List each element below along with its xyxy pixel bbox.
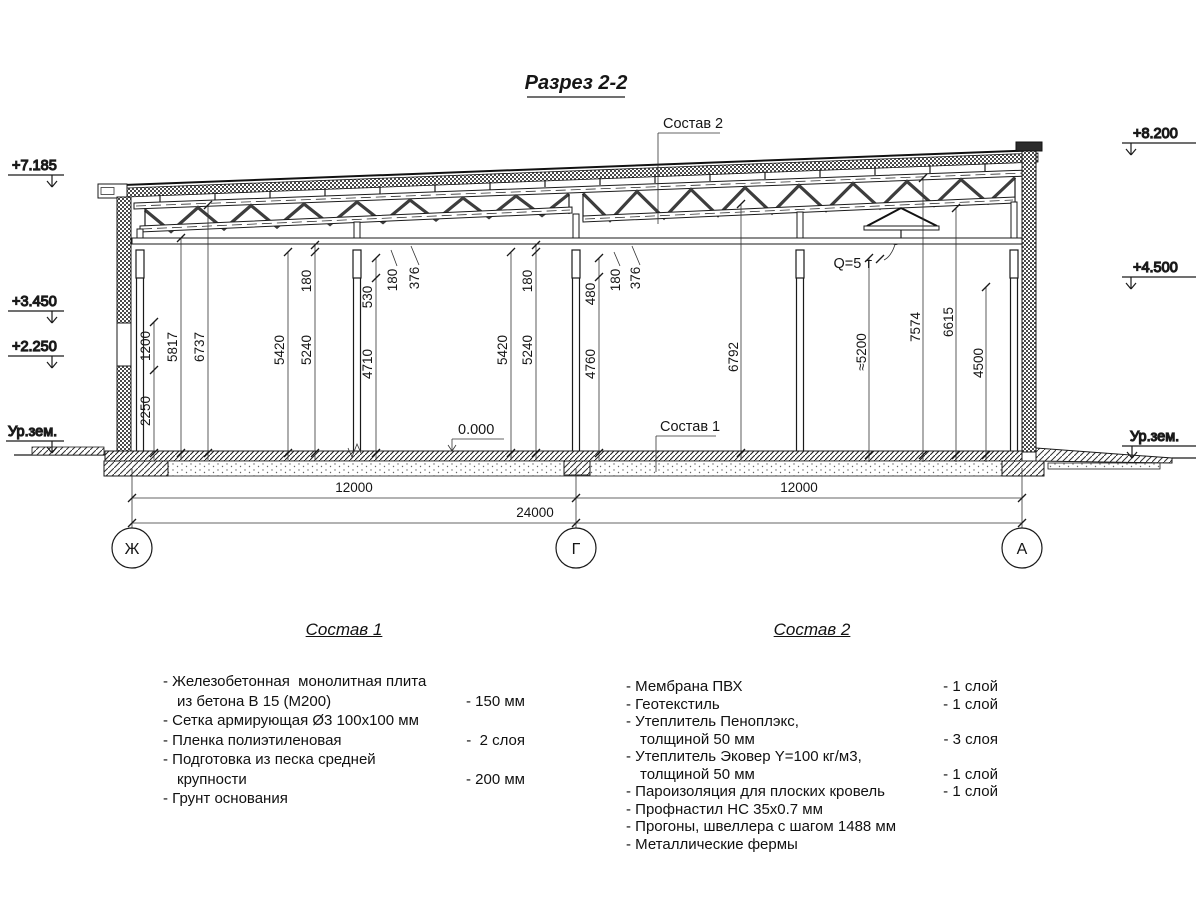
sostav1-heading: Состав 1 <box>305 620 383 639</box>
svg-text:Ур.зем.: Ур.зем. <box>8 424 58 440</box>
dim-530: 530 <box>360 285 375 309</box>
sostav2-heading: Состав 2 <box>773 620 851 639</box>
list-item: - Металлические фермы <box>626 835 798 853</box>
axis-label-g: Г <box>571 541 581 558</box>
dim-480: 480 <box>583 282 598 306</box>
sostav1-list <box>163 620 525 809</box>
svg-text:+4.500: +4.500 <box>1133 260 1178 276</box>
list-item: из бетона В 15 (М200) - 150 мм <box>177 692 525 710</box>
tie-beam <box>132 238 1022 244</box>
list-item: - Геотекстиль - 1 слой <box>626 695 998 713</box>
hoist <box>864 208 939 260</box>
dim-5817: 5817 <box>165 331 180 363</box>
dim-12000-left: 12000 <box>335 480 373 495</box>
list-item: крупности - 200 мм <box>177 770 525 788</box>
svg-text:+3.450: +3.450 <box>12 294 57 310</box>
dim-24000: 24000 <box>516 505 554 520</box>
dim-6792: 6792 <box>726 341 741 373</box>
dim-5420-mid: 5420 <box>495 334 510 366</box>
callout-sostav2: Состав 2 <box>663 116 724 132</box>
foundation-left <box>104 461 168 476</box>
list-item: - Мембрана ПВХ - 1 слой <box>626 678 998 695</box>
list-item: - Грунт основания <box>163 790 288 807</box>
dim-180-a: 180 <box>299 269 314 293</box>
dim-5420-left: 5420 <box>272 334 287 366</box>
elevation-4500 <box>1122 260 1196 289</box>
dim-5240-left: 5240 <box>299 334 314 366</box>
ground-level-right <box>1122 429 1196 458</box>
dim-7574: 7574 <box>908 311 923 343</box>
floor <box>14 444 1196 476</box>
list-item: - Пленка полиэтиленовая - 2 слоя <box>163 731 525 749</box>
dim-2250: 2250 <box>138 395 153 427</box>
list-item: - Железобетонная монолитная плита <box>163 673 427 690</box>
ramp-right <box>1036 448 1172 463</box>
dim-6615: 6615 <box>941 306 956 338</box>
vertical-dim-labels <box>138 267 986 426</box>
elevation-3450 <box>8 294 64 323</box>
floor-slab <box>105 451 1022 461</box>
axis-label-zh: Ж <box>124 541 140 558</box>
right-parapet-cap <box>1016 142 1042 151</box>
blind-area-left <box>32 447 104 455</box>
dim-180-d: 180 <box>608 268 623 292</box>
sostav2-list <box>626 620 998 853</box>
svg-text:+2.250: +2.250 <box>12 339 57 355</box>
dim-5200: ≈5200 <box>854 333 869 371</box>
page-title: Разрез 2-2 <box>524 72 628 94</box>
list-item: - Профнастил НС 35х0.7 мм <box>626 800 823 818</box>
dim-4760: 4760 <box>583 348 598 380</box>
list-item: толщиной 50 мм - 3 слоя <box>640 730 998 748</box>
foundation-middle <box>564 461 590 475</box>
dim-180-c: 180 <box>520 269 535 293</box>
dim-180-b: 180 <box>385 268 400 292</box>
zero-level-label: 0.000 <box>458 422 495 438</box>
axis-label-a: А <box>1016 541 1028 558</box>
list-item: - Утеплитель Пеноплэкс, <box>626 713 799 730</box>
elevation-7185 <box>8 158 64 187</box>
dim-5240-mid: 5240 <box>520 334 535 366</box>
svg-text:Ур.зем.: Ур.зем. <box>1130 429 1180 445</box>
elevation-8200 <box>1122 126 1196 155</box>
foundation-right <box>1002 461 1044 476</box>
dim-6737: 6737 <box>192 331 207 363</box>
list-item: - Утеплитель Эковер Y=100 кг/м3, <box>626 748 862 765</box>
elevation-2250 <box>8 339 64 368</box>
dim-376-b: 376 <box>628 266 643 290</box>
list-item: толщиной 50 мм - 1 слой <box>640 765 998 783</box>
list-item: - Подготовка из песка средней <box>163 751 376 768</box>
dim-12000-right: 12000 <box>780 480 818 495</box>
crane-capacity-label: Q=5 т <box>833 256 872 272</box>
list-item: - Прогоны, швеллера с шагом 1488 мм <box>626 818 897 835</box>
dimension-ticks <box>150 174 990 459</box>
svg-text:+7.185: +7.185 <box>12 158 57 174</box>
callout-sostav1: Состав 1 <box>660 419 721 435</box>
roof-edge-cap <box>98 184 127 198</box>
dim-1200: 1200 <box>138 330 153 362</box>
column-shafts <box>137 278 1018 452</box>
right-wall <box>1022 150 1036 452</box>
svg-text:+8.200: +8.200 <box>1133 126 1178 142</box>
dim-376-a: 376 <box>407 266 422 290</box>
dim-4500: 4500 <box>971 347 986 379</box>
horizontal-dimensions <box>112 468 1042 568</box>
list-item: - Сетка армирующая Ø3 100х100 мм <box>163 712 419 729</box>
axis-bubbles <box>112 528 1042 568</box>
list-item: - Пароизоляция для плоских кровель - 1 слой <box>626 783 998 800</box>
dim-4710: 4710 <box>360 348 375 380</box>
title-block <box>525 72 628 97</box>
